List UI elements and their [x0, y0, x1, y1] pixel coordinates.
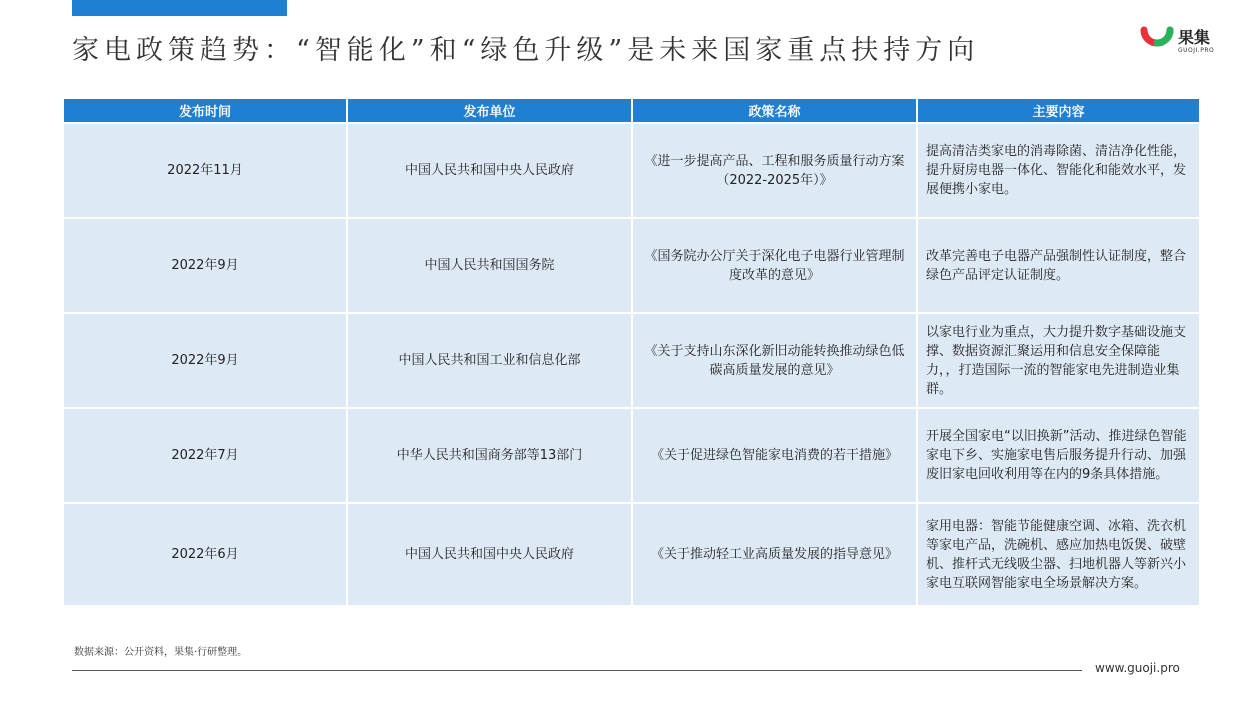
column-header-date: 发布时间 — [64, 99, 346, 122]
column-header-content: 主要内容 — [918, 99, 1199, 122]
cell-content: 开展全国家电“以旧换新”活动、推进绿色智能家电下乡、实施家电售后服务提升行动、加强废旧家电回收利用等在内的9条具体措施。 — [918, 409, 1199, 502]
column-header-policy: 政策名称 — [633, 99, 916, 122]
column-header-org: 发布单位 — [348, 99, 631, 122]
footer-divider — [72, 670, 1082, 671]
logo-subtitle: GUOJI.PRO — [1178, 47, 1215, 54]
cell-org: 中国人民共和国工业和信息化部 — [348, 314, 631, 407]
cell-policy: 《进一步提高产品、工程和服务质量行动方案（2022-2025年）》 — [633, 124, 916, 217]
cell-content: 提高清洁类家电的消毒除菌、清洁净化性能，提升厨房电器一体化、智能化和能效水平，发展便携小家电。 — [918, 124, 1199, 217]
cell-content: 家用电器：智能节能健康空调、冰箱、洗衣机等家电产品，洗碗机、感应加热电饭煲、破壁机、推杆式无线吸尘器、扫地机器人等新兴小家电互联网智能家电全场景解决方案。 — [918, 504, 1199, 605]
cell-date: 2022年6月 — [64, 504, 346, 605]
table-row — [64, 314, 1199, 407]
logo-name: 果集 — [1178, 28, 1211, 47]
cell-policy: 《国务院办公厅关于深化电子电器行业管理制度改革的意见》 — [633, 219, 916, 312]
table-row — [64, 124, 1199, 217]
table-row — [64, 504, 1199, 605]
cell-date: 2022年9月 — [64, 219, 346, 312]
website-link[interactable]: www.guoji.pro — [1095, 661, 1180, 675]
guoji-logo-icon — [1140, 24, 1174, 54]
cell-org: 中国人民共和国中央人民政府 — [348, 504, 631, 605]
top-accent-bar — [72, 0, 287, 16]
cell-org: 中华人民共和国商务部等13部门 — [348, 409, 631, 502]
table-header-row — [64, 99, 1199, 122]
cell-content: 改革完善电子电器产品强制性认证制度，整合绿色产品评定认证制度。 — [918, 219, 1199, 312]
cell-content: 以家电行业为重点，大力提升数字基础设施支撑、数据资源汇聚运用和信息安全保障能力，，打造国际一流的智能家电先进制造业集群。 — [918, 314, 1199, 407]
cell-date: 2022年7月 — [64, 409, 346, 502]
table-row — [64, 219, 1199, 312]
cell-policy: 《关于推动轻工业高质量发展的指导意见》 — [633, 504, 916, 605]
cell-date: 2022年11月 — [64, 124, 346, 217]
brand-logo — [1140, 24, 1232, 64]
cell-policy: 《关于支持山东深化新旧动能转换推动绿色低碳高质量发展的意见》 — [633, 314, 916, 407]
cell-date: 2022年9月 — [64, 314, 346, 407]
cell-org: 中国人民共和国中央人民政府 — [348, 124, 631, 217]
data-source-note: 数据来源：公开资料，果集·行研整理。 — [74, 647, 248, 658]
table-row — [64, 409, 1199, 502]
policy-table — [62, 97, 1201, 607]
cell-org: 中国人民共和国国务院 — [348, 219, 631, 312]
cell-policy: 《关于促进绿色智能家电消费的若干措施》 — [633, 409, 916, 502]
page-title: 家电政策趋势：“智能化”和“绿色升级”是未来国家重点扶持方向 — [72, 35, 980, 66]
